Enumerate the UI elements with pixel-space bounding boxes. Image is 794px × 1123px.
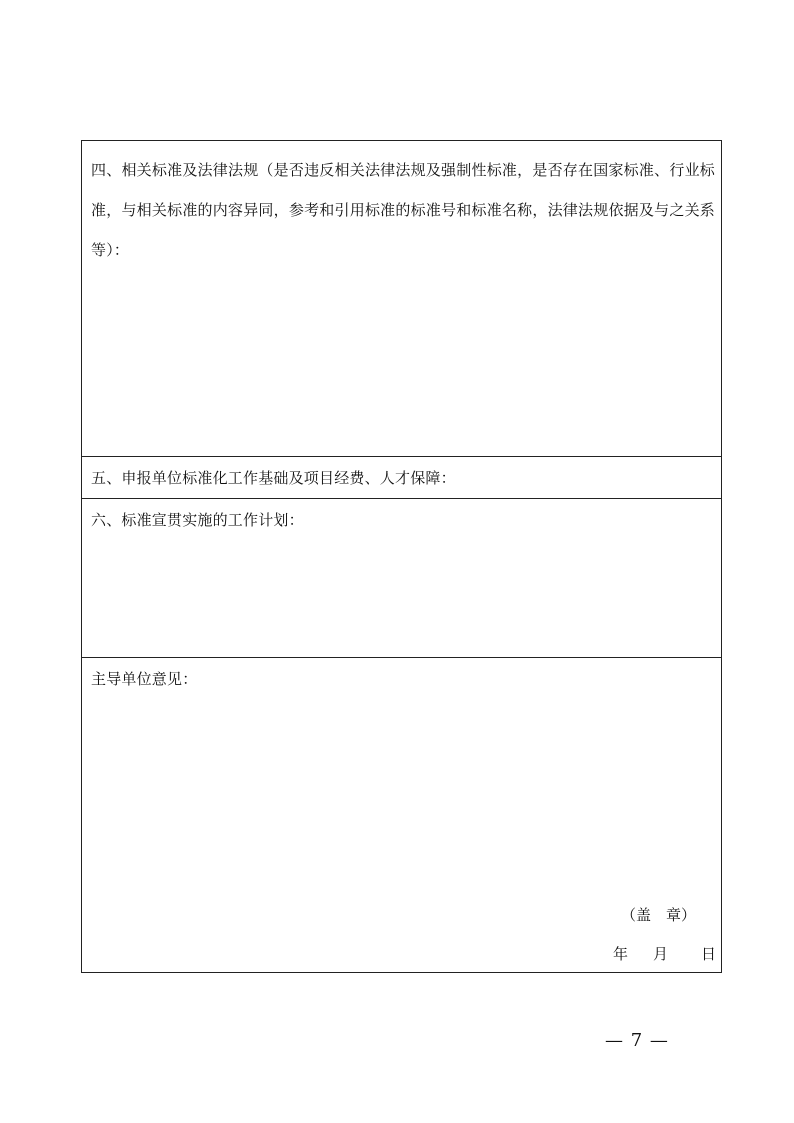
lead-unit-opinion-section <box>82 658 721 973</box>
date-year-label: 年 <box>613 945 629 963</box>
application-form-table <box>81 140 722 973</box>
standards-and-regulations-section <box>82 141 721 457</box>
implementation-plan-label: 六、标准宣贯实施的工作计划： <box>91 511 304 529</box>
implementation-plan-section <box>82 499 721 658</box>
seal-label: （盖 章） <box>621 906 697 924</box>
standards-and-regulations-label: 四、相关标准及法律法规（是否违反相关法律法规及强制性标准，是否存在国家标准、行业标准，与相关标准的内容异同，参考和引用标准的标准号和标准名称，法律法规依据及与之关系等）： <box>91 161 715 259</box>
date-month-label: 月 <box>653 945 669 963</box>
date-row <box>613 944 717 964</box>
foundation-and-funding-section <box>82 457 721 499</box>
date-day-label: 日 <box>701 945 717 963</box>
foundation-and-funding-label: 五、申报单位标准化工作基础及项目经费、人才保障： <box>91 469 456 487</box>
lead-unit-opinion-label: 主导单位意见： <box>91 670 198 688</box>
page-number: — 7 — <box>605 1030 669 1051</box>
